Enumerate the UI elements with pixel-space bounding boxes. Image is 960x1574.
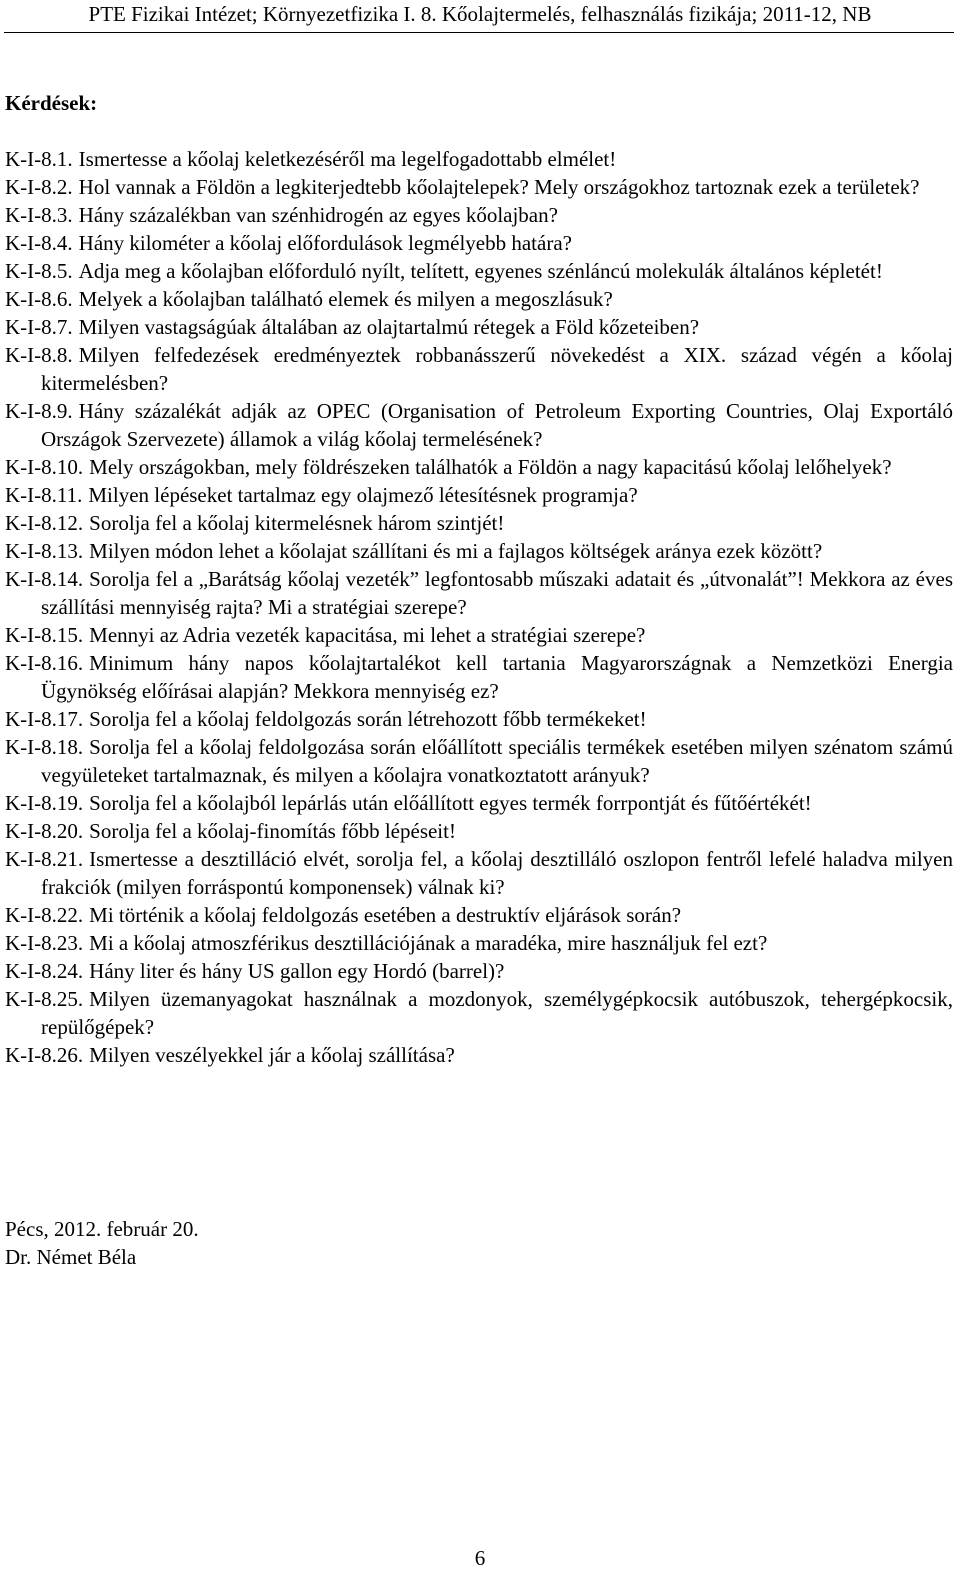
question-item: [5, 733, 953, 789]
question-number: K-I-8.20.: [5, 819, 84, 843]
question-number: K-I-8.16.: [5, 651, 84, 675]
question-body: Hol vannak a Földön a legkiterjedtebb kőolajtelepek? Mely országokhoz tartoznak ezek a területek?: [78, 175, 920, 199]
question-item: [5, 341, 953, 397]
question-body: Ismertesse a desztilláció elvét, sorolja fel, a kőolaj desztilláló oszlopon fentről lefelé haladva milyen frakciók (milyen forráspontú komponensek) válnak ki?: [41, 847, 953, 899]
question-text: [5, 509, 953, 537]
question-number: K-I-8.2.: [5, 175, 73, 199]
question-item: [5, 957, 953, 985]
question-text: [5, 397, 953, 453]
question-item: [5, 985, 953, 1041]
question-text: [5, 257, 953, 285]
question-item: [5, 649, 953, 705]
signature-block: [5, 1215, 199, 1271]
question-body: Sorolja fel a „Barátság kőolaj vezeték” legfontosabb műszaki adatait és „útvonalát”! Mekkora az éves szállítási mennyiség rajta? Mi a stratégiai szerepe?: [41, 567, 953, 619]
question-number: K-I-8.1.: [5, 147, 73, 171]
question-number: K-I-8.5.: [5, 259, 73, 283]
page-header: [0, 0, 960, 34]
question-body: Sorolja fel a kőolajból lepárlás után előállított egyes termék forrpontját és fűtőértékét!: [89, 791, 812, 815]
question-item: [5, 901, 953, 929]
question-body: Minimum hány napos kőolajtartalékot kell tartania Magyarországnak a Nemzetközi Energia Ügynökség előírásai alapján? Mekkora mennyiség ez?: [41, 651, 953, 703]
question-body: Hány kilométer a kőolaj előfordulások legmélyebb határa?: [78, 231, 572, 255]
question-item: [5, 313, 953, 341]
question-number: K-I-8.17.: [5, 707, 84, 731]
question-body: Mennyi az Adria vezeték kapacitása, mi lehet a stratégiai szerepe?: [89, 623, 646, 647]
question-text: [5, 453, 953, 481]
question-text: [5, 845, 953, 901]
question-text: [5, 341, 953, 397]
question-number: K-I-8.11.: [5, 483, 83, 507]
question-item: [5, 705, 953, 733]
question-body: Milyen veszélyekkel jár a kőolaj szállítása?: [89, 1043, 455, 1067]
question-item: [5, 453, 953, 481]
question-body: Mely országokban, mely földrészeken találhatók a Földön a nagy kapacitású kőolaj lelőhelyek?: [89, 455, 892, 479]
question-number: K-I-8.9.: [5, 399, 73, 423]
question-text: [5, 901, 953, 929]
question-text: [5, 173, 953, 201]
question-text: [5, 649, 953, 705]
question-text: [5, 201, 953, 229]
question-item: [5, 229, 953, 257]
question-text: [5, 733, 953, 789]
question-text: [5, 565, 953, 621]
question-body: Milyen lépéseket tartalmaz egy olajmező létesítésnek programja?: [88, 483, 638, 507]
question-item: [5, 397, 953, 453]
question-body: Milyen felfedezések eredményeztek robbanásszerű növekedést a XIX. század végén a kőolaj kitermelésben?: [41, 343, 953, 395]
question-body: Mi a kőolaj atmoszférikus desztillációjának a maradéka, mire használjuk fel ezt?: [89, 931, 768, 955]
question-number: K-I-8.14.: [5, 567, 84, 591]
question-body: Mi történik a kőolaj feldolgozás esetében a destruktív eljárások során?: [89, 903, 682, 927]
question-text: [5, 957, 953, 985]
question-item: [5, 789, 953, 817]
question-number: K-I-8.23.: [5, 931, 84, 955]
page-number: 6: [474, 1546, 486, 1570]
question-text: [5, 1041, 953, 1069]
question-item: [5, 845, 953, 901]
question-item: [5, 173, 953, 201]
question-body: Milyen módon lehet a kőolajat szállítani és mi a fajlagos költségek aránya ezek között?: [89, 539, 823, 563]
question-body: Hány liter és hány US gallon egy Hordó (barrel)?: [89, 959, 505, 983]
question-item: [5, 621, 953, 649]
question-body: Sorolja fel a kőolaj feldolgozása során előállított speciális termékek esetében milyen szénatom számú vegyületeket tartalmaznak, és milyen a kőolajra vonatkoztatott arányuk?: [41, 735, 953, 787]
question-body: Hány százalékát adják az OPEC (Organisation of Petroleum Exporting Countries, Olaj Exportáló Országok Szervezete) államok a világ kőolaj termelésének?: [41, 399, 953, 451]
question-body: Sorolja fel a kőolaj feldolgozás során létrehozott főbb termékeket!: [89, 707, 647, 731]
question-number: K-I-8.15.: [5, 623, 84, 647]
question-item: [5, 537, 953, 565]
question-text: [5, 621, 953, 649]
question-item: [5, 481, 953, 509]
question-text: [5, 313, 953, 341]
question-number: K-I-8.25.: [5, 987, 84, 1011]
question-item: [5, 509, 953, 537]
question-text: [5, 817, 953, 845]
question-body: Adja meg a kőolajban előforduló nyílt, telített, egyenes szénláncú molekulák általános képletét!: [78, 259, 883, 283]
question-body: Melyek a kőolajban található elemek és milyen a megoszlásuk?: [78, 287, 613, 311]
header-divider: [4, 32, 954, 33]
question-number: K-I-8.4.: [5, 231, 73, 255]
question-body: Sorolja fel a kőolaj kitermelésnek három szintjét!: [89, 511, 505, 535]
question-number: K-I-8.22.: [5, 903, 84, 927]
author-name: Dr. Német Béla: [5, 1245, 137, 1269]
question-number: K-I-8.24.: [5, 959, 84, 983]
question-text: [5, 929, 953, 957]
question-number: K-I-8.3.: [5, 203, 73, 227]
question-number: K-I-8.8.: [5, 343, 73, 367]
question-body: Sorolja fel a kőolaj-finomítás főbb lépéseit!: [89, 819, 456, 843]
question-number: K-I-8.26.: [5, 1043, 84, 1067]
question-item: [5, 201, 953, 229]
question-body: Hány százalékban van szénhidrogén az egyes kőolajban?: [78, 203, 558, 227]
question-number: K-I-8.18.: [5, 735, 84, 759]
question-text: [5, 145, 953, 173]
question-number: K-I-8.10.: [5, 455, 84, 479]
question-item: [5, 285, 953, 313]
question-number: K-I-8.6.: [5, 287, 73, 311]
question-text: [5, 789, 953, 817]
question-body: Ismertesse a kőolaj keletkezéséről ma legelfogadottabb elmélet!: [78, 147, 617, 171]
place-date: Pécs, 2012. február 20.: [5, 1217, 199, 1241]
question-item: [5, 1041, 953, 1069]
question-text: [5, 229, 953, 257]
question-text: [5, 537, 953, 565]
header-title: PTE Fizikai Intézet; Környezetfizika I. 8. Kőolajtermelés, felhasználás fizikája; 2011-12, NB: [88, 2, 872, 26]
question-text: [5, 481, 953, 509]
question-item: [5, 257, 953, 285]
question-number: K-I-8.12.: [5, 511, 84, 535]
question-text: [5, 285, 953, 313]
question-item: [5, 565, 953, 621]
question-text: [5, 705, 953, 733]
section-heading: Kérdések:: [5, 91, 98, 115]
question-number: K-I-8.13.: [5, 539, 84, 563]
question-number: K-I-8.7.: [5, 315, 73, 339]
question-number: K-I-8.19.: [5, 791, 84, 815]
question-item: [5, 145, 953, 173]
question-text: [5, 985, 953, 1041]
question-item: [5, 817, 953, 845]
question-number: K-I-8.21.: [5, 847, 84, 871]
question-list: [5, 145, 953, 1069]
question-body: Milyen vastagságúak általában az olajtartalmú rétegek a Föld kőzeteiben?: [78, 315, 700, 339]
question-body: Milyen üzemanyagokat használnak a mozdonyok, személygépkocsik autóbuszok, tehergépkocsik, repülőgépek?: [41, 987, 953, 1039]
question-item: [5, 929, 953, 957]
